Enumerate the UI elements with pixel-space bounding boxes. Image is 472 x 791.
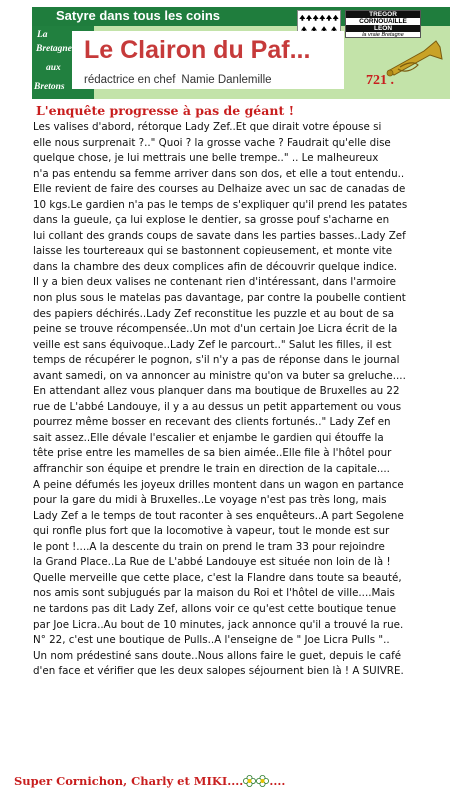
signature-text: Super Cornichon, Charly et MIKI.... (14, 774, 244, 788)
article-line: elle nous surprenait ?.." Quoi ? la grosse vache ? Faudrait qu'elle dise (33, 136, 391, 149)
signature-suffix: .... (269, 774, 286, 788)
article-line: quelque chose, je lui mettrais une belle trempe.." .. Le malheureux (33, 152, 379, 165)
article-line: Il y a bien deux valises ne contenant rien d'intéressant, dans l'armoire (33, 276, 396, 289)
article-line: pourrez même bosser en recevant des clients fortunés.." Lady Zef en (33, 416, 391, 429)
region-slogan: la vraie Bretagne (362, 32, 404, 38)
issue-number: 721 . (366, 73, 394, 88)
article-line: Un nom prédestiné sans doute..Nous allons faire le guet, depuis le café (33, 649, 402, 662)
article-line: dans la gueule, ça lui explose le dentier, sa grosse pouf s'acharne en (33, 214, 390, 227)
article-line: affranchir son équipe et prendre le train en direction de la capitale.... (33, 463, 390, 476)
logo-line-1: La (37, 30, 48, 40)
flower-icon (256, 775, 269, 787)
article-line: n'a pas entendu sa femme arriver dans son dos, et elle a tout entendu.. (33, 167, 405, 180)
region-tregor: TREGOR (346, 11, 420, 18)
article-line: par Joe Licra..Au bout de 10 minutes, jack annonce qu'il a trouvé la rue. (33, 618, 404, 631)
newspaper-title: Le Clairon du Paf... (84, 36, 311, 64)
article-line: pour la gare du midi à Bruxelles..Le voyage n'est pas très long, mais (33, 494, 387, 507)
article-line: laisse les tourtereaux qui se bastonnent copieusement, et monte vite (33, 245, 393, 258)
article-line: temps de récupérer le pognon, s'il n'y a pas de réponse dans le journal (33, 354, 400, 367)
article-line: Lady Zef a le temps de tout raconter à ses enquêteurs..A part Segolene (33, 509, 404, 522)
signature (14, 774, 285, 788)
article-line: En attendant allez vous planquer dans ma boutique de Bruxelles au 22 (33, 385, 400, 398)
article-line: peine se trouve récompensée..Un mot d'un certain Joe Licra écrit de la (33, 323, 398, 336)
article-body (33, 120, 449, 680)
article-line: Elle revient de faire des courses au Delhaize avec un sac de canadas de (33, 183, 406, 196)
article-line: la Grand Place..La Rue de L'abbé Landouye est située non loin de là ! (33, 556, 391, 569)
logo-line-3: aux (46, 63, 61, 73)
article-line: N° 22, c'est une boutique de Pulls..A l'enseigne de " Joe Licra Pulls ".. (33, 634, 390, 647)
article-line: Quelle merveille que cette place, c'est la Flandre dans toute sa beauté, (33, 571, 402, 584)
flower-icon (243, 775, 256, 787)
article-headline: L'enquête progresse à pas de géant ! (36, 103, 295, 118)
editor-name: Namie Danlemille (181, 74, 272, 86)
article-line: non plus sous le matelas pas davantage, par contre la poubelle contient (33, 292, 406, 305)
article-line: A peine défumés les joyeux drilles montent dans un wagon en partance (33, 478, 404, 491)
article-line: Les valises d'abord, rétorque Lady Zef..Et que dirait votre épouse si (33, 121, 382, 133)
article-line: rue de L'abbé Landouye, il y a au dessus un petit appartement ou vous (33, 400, 402, 413)
region-cornouaille: CORNOUAILLE (359, 18, 407, 25)
article-line: 10 kgs.Le gardien n'a pas le temps de s'expliquer qu'il prend les patates (33, 198, 408, 211)
region-badge (345, 10, 421, 38)
article-line: ne tardons pas dit Lady Zef, allons voir ce qu'est cette boutique tenue (33, 602, 397, 615)
article-line: sait assez..Elle dévale l'escalier et enjambe le gardien qui étouffe la (33, 431, 384, 444)
logo-line-4: Bretons (34, 82, 65, 92)
article-line: tête prise entre les mamelles de sa bien aimée..Elle file à l'hôtel pour (33, 447, 392, 460)
article-line: lui collant des grands coups de savate dans les parties basses..Lady Zef (33, 229, 406, 242)
article-line: d'en face et vérifier que les deux salopes séjournent bien là ! A SUIVRE. (33, 665, 404, 678)
article-line: des papiers déchirés..Lady Zef reconstitue les puzzle et au bout de sa (33, 307, 395, 320)
article-line: nos amis sont subjugués par la maison du Roi et l'hôtel de ville....Mais (33, 587, 395, 600)
tagline: Satyre dans tous les coins (56, 8, 221, 23)
region-leon: LEON (346, 25, 420, 32)
logo-line-2: Bretagne (36, 44, 72, 54)
editor-credit (84, 74, 272, 86)
article-line: veille est sans équivoque..Lady Zef le parcourt.." Salut les filles, il est (33, 338, 392, 351)
article-line: avant samedi, on va annoncer au ministre qu'on va buter sa greluche.... (33, 369, 406, 382)
editor-label: rédactrice en chef (84, 74, 176, 86)
article-line: qui ronfle plus fort que la locomotive à vapeur, tout le monde est sur (33, 525, 390, 538)
article-line: le pont !....A la descente du train on prend le tram 33 pour rejoindre (33, 540, 385, 553)
article-line: dans la chambre des deux complices afin de découvrir quelque indice. (33, 260, 398, 273)
